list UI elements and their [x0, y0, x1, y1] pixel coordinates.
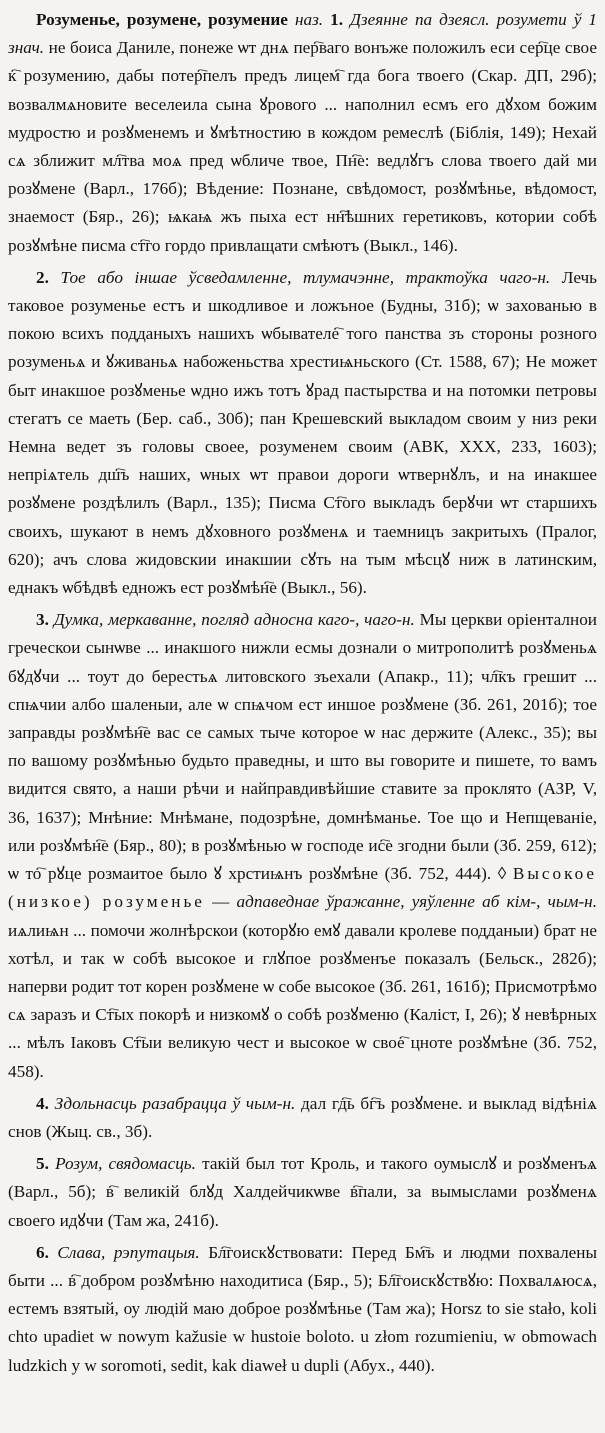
phrase-dash: —	[212, 892, 230, 912]
sense-1	[8, 6, 597, 260]
sense-definition: Слава, рэпутацыя.	[57, 1242, 200, 1262]
sense-definition: Тое або іншае ўсведамленне, тлумачэнне, трактоўка чаго-н.	[60, 267, 551, 287]
sense-citations: Бл҇гоискꙋствовати: Перед Бм҇ъ и людми похвалены быти ... в҇ добром розꙋмѣню находитиса (Бяр., 5); Бл҇гоискꙋствꙋю: Похвалѧюсѧ, естемъ взятый, оу людій маю доброе розꙋмѣнье (Там жа); Horsz to sie stało, koli chto upadiet w nowym kažusie w hustoie boloto. u złom rozumieniu, w obmowach ludzkich y w soromoti, sedit, kak diaweł u dupli (Абух., 440).	[8, 1242, 598, 1375]
sense-number: 6.	[36, 1242, 49, 1262]
sense-citations: дал гд҇ь бг҇ъ розꙋмене. и выклад вiдѣнiѧ снов (Жыц. св., 3б).	[8, 1093, 598, 1141]
sense-definition: Здольнасць разабрацца ў чым-н.	[54, 1093, 296, 1113]
headword: Розуменье, розумене, розумение	[36, 10, 288, 29]
sense-number: 2.	[36, 267, 49, 287]
sense-citations: Мы церкви оріенталнои греческои сынѡве ... инакшого нижли есмы дознали о митрополитѣ розꙋменьѧ бꙋдꙋчи ... тоут до берестьѧ литовского зъехали (Апакр., 11); чл҇къ грешит ... спѩчии албо шаленыи, але ѡ спѩчом ест иншое розꙋмене (Зб. 261, 201б); тое заправды розꙋмѣн҇е вас се самых тыче которое ѡ нас держите (Алекс., 35); вы по вашому розꙋмѣнью будьто праведны, и што вы говорите и пишете, то вамъ видится свято, а наши рѣчи и найправдивѣйшие ставите за проклято (АЗР, V, 36, 1637); Мнѣние: Мнѣмане, подозрѣне, домнѣманье. Тое що и Непщеваніе, или розꙋмѣн҇е (Бяр., 80); в розꙋмѣнью ѡ господе ис҇е згодни были (Зб. 259, 612); ѡ то҇ рꙋце розмаитое было ꙋ хрстиѩнъ розꙋмѣне (Зб. 752, 444).	[8, 610, 598, 884]
sense-number: 1.	[330, 10, 343, 29]
sense-2	[8, 264, 597, 602]
sense-number: 3.	[36, 610, 49, 630]
phrase-marker: ◊	[497, 864, 507, 884]
sense-definition: Розум, свядомасць.	[55, 1154, 196, 1174]
sense-5	[8, 1150, 597, 1235]
sense-citations: Лечь таковое розуменье естъ и шкодливое и ложъное (Будны, 31б); ѡ захованью в покою всихъ подданыхъ нашихъ ѡбывателе҇ того панства зъ стороны розного розуменьѧ и ꙋживаньѧ набоженьства хрестиѩньского (Ст. 1588, 67); Не может быт инакшое розꙋменье ѡдно ижъ тотъ ꙋрад пастырства и на потомки петровы стегатъ се маеть (Бер. саб., 30б); пан Крешевский выкладом своим у низ реки Немна ведет зъ головы своее, розуменем своим (АВК, XXX, 233, 1603); непріѧтель дш҇ъ наших, ѡных ѡт правои дороги ѡтвернꙋлъ, и на инакшее розꙋмене роздѣлилъ (Варл., 135); Писма Ст҇ого выкладъ берꙋчи ѡт старшихъ своихъ, шукают в немъ дꙋховного розꙋменѧ и таемницъ закритыхъ (Пралог, 620); ачъ слова жидовскии инакшии сꙋть на тым мѣсцꙋ ниж в латинским, еднакъ ѡбѣдвѣ едножъ ест розꙋмѣн҇е (Выкл., 56).	[8, 267, 598, 598]
part-of-speech: наз.	[294, 10, 324, 29]
sense-4	[8, 1090, 597, 1146]
sense-number: 5.	[36, 1154, 49, 1174]
phrase-definition: адпаведнае ўражанне, уяўленне аб кім-, чым-н.	[236, 892, 597, 912]
phrase-headword: Высокое (низкое) розуменье	[8, 864, 598, 912]
sense-3	[8, 606, 597, 1085]
sense-number: 4.	[36, 1093, 49, 1113]
sense-definition: Дзеянне па дзеясл. розумети ў 1 знач.	[8, 10, 597, 58]
sense-citations: такій был тот Кроль, и такого оумыслꙋ и розꙋменъѧ (Варл., 5б); в҇ великій блꙋд Халдейчикѡве в҇пали, за вымыслами розꙋменѧ своего идꙋчи (Там жа, 241б).	[8, 1154, 598, 1230]
sense-citations: не боиса Даниле, понеже ѡт днѧ пер҇ваго вонъже положилъ еси сер҇це свое к҇ розумению, дабы потер҇пелъ предъ лицем҇ гда бога твоего (Скар. ДП, 29б); возвалмѧновите веселеила сына ꙋрового ... наполнил есмъ его дꙋхом божим мудростю и розꙋменемъ и ꙋмѣтностию в кождом ремеслѣ (Біблія, 149); Нехай сѧ зближит мл҇тва моѧ пред ѡбличе твое, Пн҇е: ведлꙋгъ слова твоего дай ми розꙋмене (Варл., 176б); Вѣдение: Познане, свѣдомост, розꙋмѣнье, вѣдомост, знаемост (Бяр., 26); ѩкаѩ жъ пыха ест нн҇ѣшних геретиковъ, котории собѣ розꙋмѣне писма ст҇го гордо привлащати смѣютъ (Выкл., 146).	[8, 38, 597, 255]
phrase-citations: иѧлиѩн ... помочи жолнѣрскои (которꙋю емꙋ давали кролеве подданыи) брат не хотѣл, и так ѡ собѣ высокое и глꙋпое розꙋменъе показалъ (Бельск., 282б); наперви родит тот корен розꙋмене ѡ собе высокое (Зб. 261, 161б); Присмотрѣмо сѧ заразъ и Ст҇ых покорѣ и низкомꙋ о собѣ розꙋменю (Каліст, I, 26); ꙋ невѣрных ... мѣлъ Іаковъ Ст҇ыи великую чест и высокое ѡ свое҇ цноте розꙋмѣне (Зб. 752, 458).	[8, 920, 597, 1081]
sense-6	[8, 1239, 597, 1380]
sense-definition: Думка, меркаванне, погляд адносна каго-, чаго-н.	[53, 610, 415, 630]
